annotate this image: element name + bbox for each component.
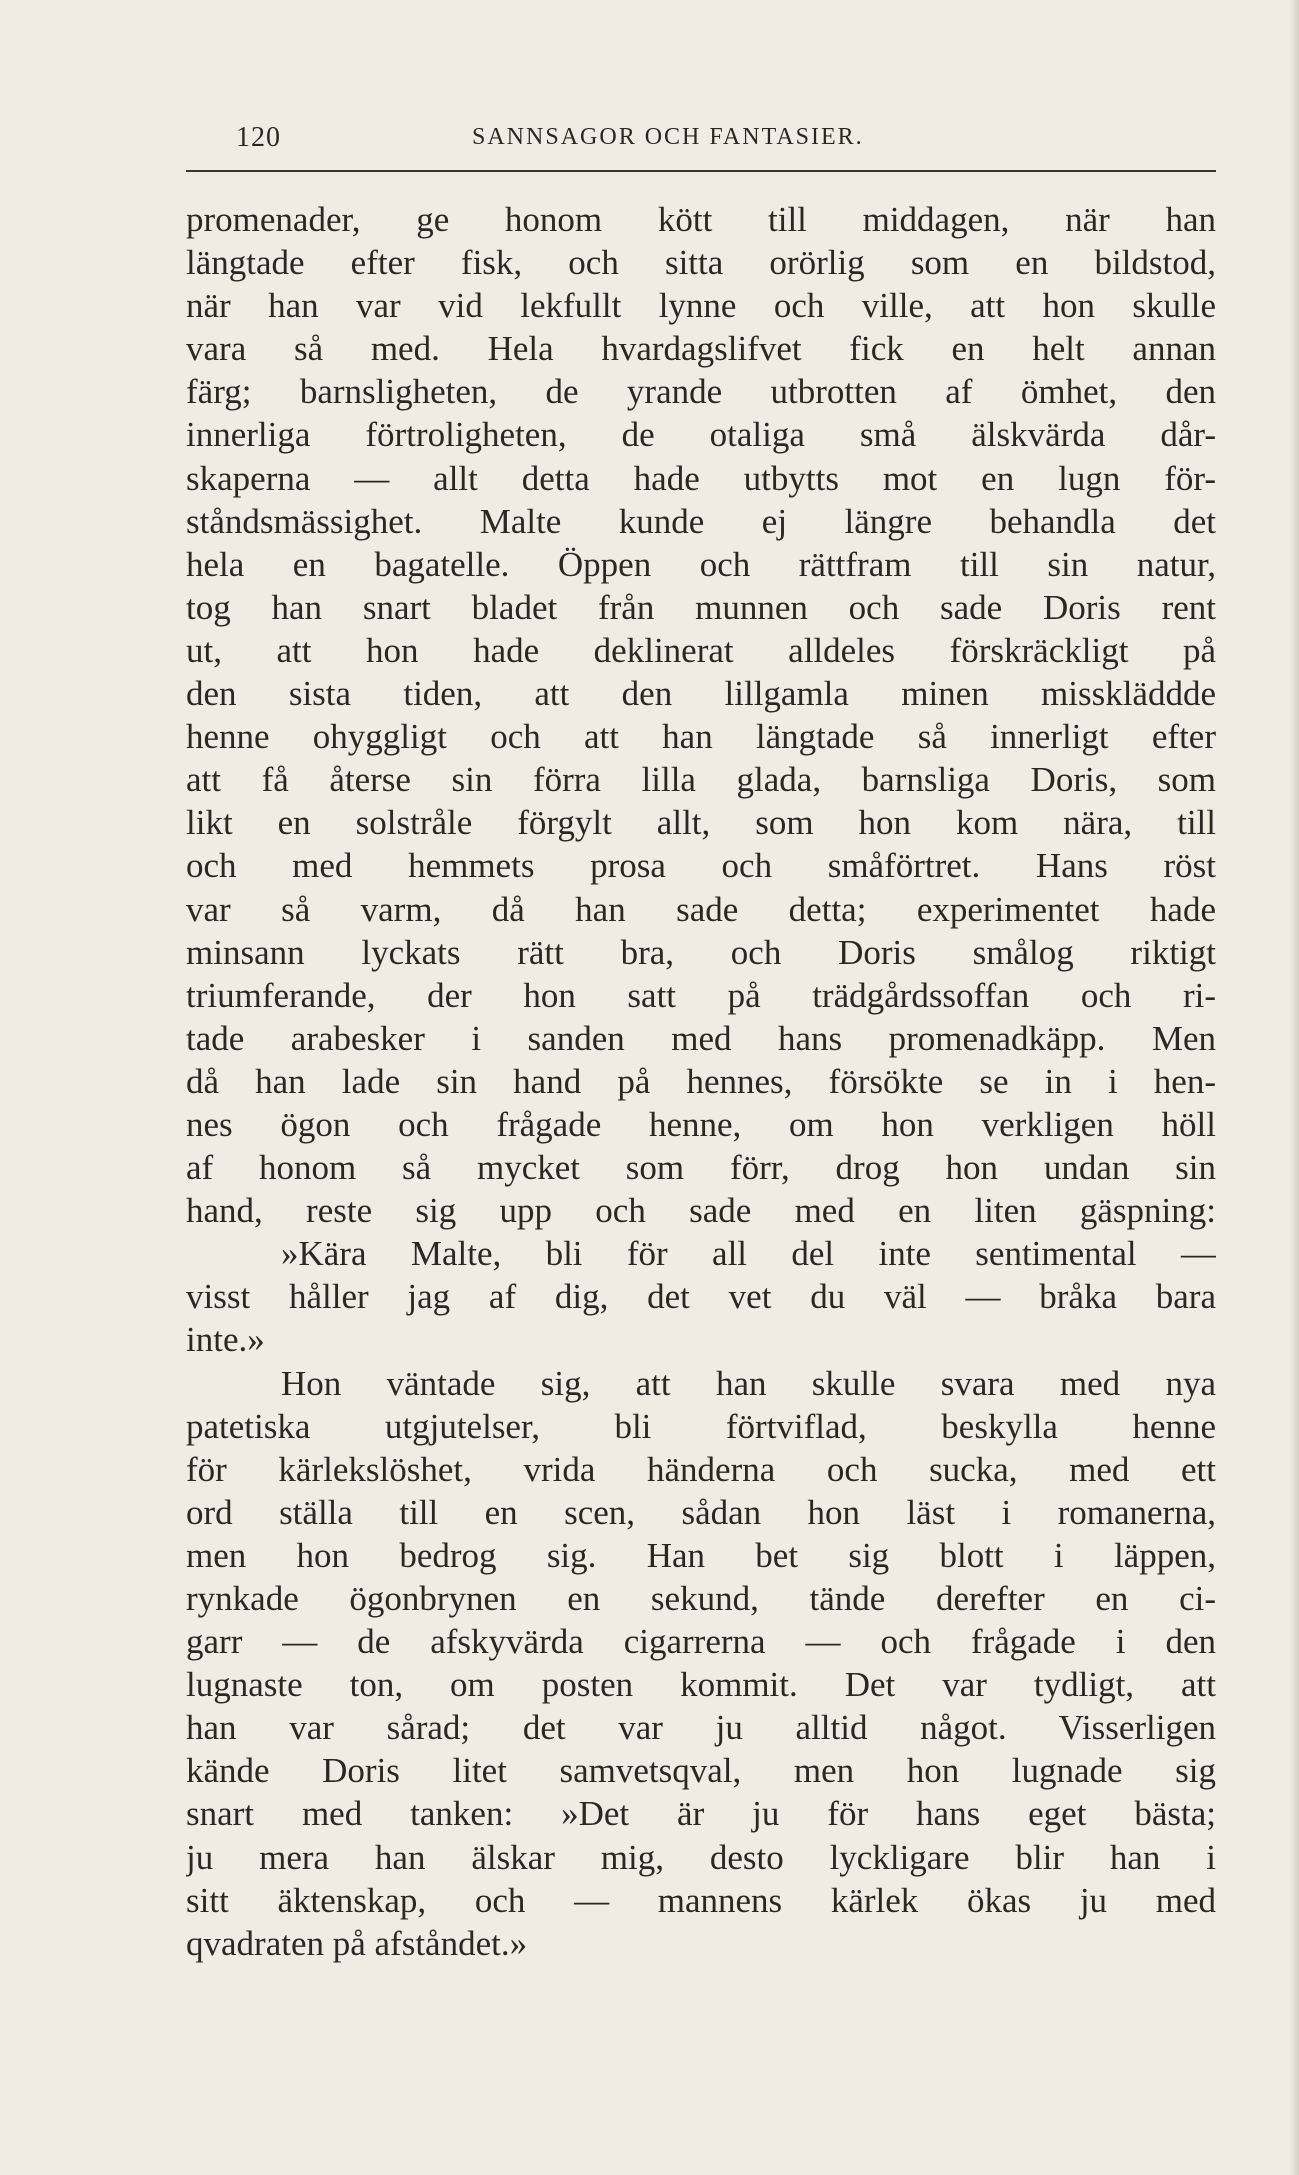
text-line: var så varm, då han sade detta; experimentet hade bbox=[186, 889, 1216, 929]
text-line: »Kära Malte, bli för all del inte sentimental — bbox=[281, 1234, 1216, 1274]
text-line: ut, att hon hade deklinerat alldeles förskräckligt på bbox=[186, 630, 1216, 670]
text-line: sitt äktenskap, och — mannens kärlek ökas ju med bbox=[186, 1880, 1216, 1920]
text-line: visst håller jag af dig, det vet du väl — bråka bara bbox=[186, 1277, 1216, 1317]
text-line: vara så med. Hela hvardagslifvet fick en helt annan bbox=[186, 329, 1216, 369]
text-line: skaperna — allt detta hade utbytts mot en lugn för- bbox=[186, 458, 1216, 498]
text-line: ju mera han älskar mig, desto lyckligare blir han i bbox=[186, 1837, 1216, 1877]
text-line: snart med tanken: »Det är ju för hans eget bästa; bbox=[186, 1794, 1216, 1834]
text-line: minsann lyckats rätt bra, och Doris smålog riktigt bbox=[186, 932, 1216, 972]
page-header bbox=[186, 122, 1216, 172]
text-line: qvadraten på afståndet.» bbox=[186, 1923, 528, 1963]
text-line: hela en bagatelle. Öppen och rättfram till sin natur, bbox=[186, 544, 1216, 584]
text-line: nes ögon och frågade henne, om hon verkligen höll bbox=[186, 1104, 1216, 1144]
page-number: 120 bbox=[236, 122, 281, 153]
text-line: för kärlekslöshet, vrida händerna och sucka, med ett bbox=[186, 1449, 1216, 1489]
text-line: då han lade sin hand på hennes, försökte se in i hen- bbox=[186, 1061, 1216, 1101]
body-text bbox=[186, 198, 1216, 1965]
text-line: innerliga förtroligheten, de otaliga små älskvärda dår- bbox=[186, 415, 1216, 455]
text-line: hand, reste sig upp och sade med en liten gäspning: bbox=[186, 1191, 1216, 1231]
running-title: SANNSAGOR OCH FANTASIER. bbox=[472, 124, 864, 150]
text-line: garr — de afskyvärda cigarrerna — och frågade i den bbox=[186, 1622, 1216, 1662]
text-line: lugnaste ton, om posten kommit. Det var tydligt, att bbox=[186, 1665, 1216, 1705]
text-line: triumferande, der hon satt på trädgårdssoffan och ri- bbox=[186, 975, 1216, 1015]
text-line: ord ställa till en scen, sådan hon läst i romanerna, bbox=[186, 1492, 1216, 1532]
text-line: att få återse sin förra lilla glada, barnsliga Doris, som bbox=[186, 760, 1216, 800]
text-line: den sista tiden, att den lillgamla minen misskläddde bbox=[186, 674, 1216, 714]
text-line: när han var vid lekfullt lynne och ville, att hon skulle bbox=[186, 286, 1216, 326]
text-line: och med hemmets prosa och småförtret. Hans röst bbox=[186, 846, 1216, 886]
text-line: inte.» bbox=[186, 1320, 265, 1360]
text-line: längtade efter fisk, och sitta orörlig som en bildstod, bbox=[186, 243, 1216, 283]
text-line: kände Doris litet samvetsqval, men hon lugnade sig bbox=[186, 1751, 1216, 1791]
text-line: ståndsmässighet. Malte kunde ej längre behandla det bbox=[186, 501, 1216, 541]
text-line: tade arabesker i sanden med hans promenadkäpp. Men bbox=[186, 1018, 1216, 1058]
text-line: af honom så mycket som förr, drog hon undan sin bbox=[186, 1148, 1216, 1188]
text-line: tog han snart bladet från munnen och sade Doris rent bbox=[186, 587, 1216, 627]
text-line: rynkade ögonbrynen en sekund, tände derefter en ci- bbox=[186, 1579, 1216, 1618]
page-edge-shadow bbox=[1289, 0, 1299, 2175]
text-line: henne ohyggligt och att han längtade så innerligt efter bbox=[186, 717, 1216, 757]
text-line: likt en solstråle förgylt allt, som hon kom nära, till bbox=[186, 803, 1216, 843]
text-line: patetiska utgjutelser, bli förtviflad, beskylla henne bbox=[186, 1406, 1216, 1446]
text-line: Hon väntade sig, att han skulle svara med nya bbox=[281, 1363, 1216, 1403]
header-rule bbox=[186, 170, 1216, 172]
text-line: promenader, ge honom kött till middagen, när han bbox=[186, 200, 1216, 239]
text-line: färg; barnsligheten, de yrande utbrotten af ömhet, den bbox=[186, 372, 1216, 412]
text-line: men hon bedrog sig. Han bet sig blott i läppen, bbox=[186, 1535, 1216, 1575]
text-line: han var sårad; det var ju alltid något. Visserligen bbox=[186, 1708, 1216, 1748]
